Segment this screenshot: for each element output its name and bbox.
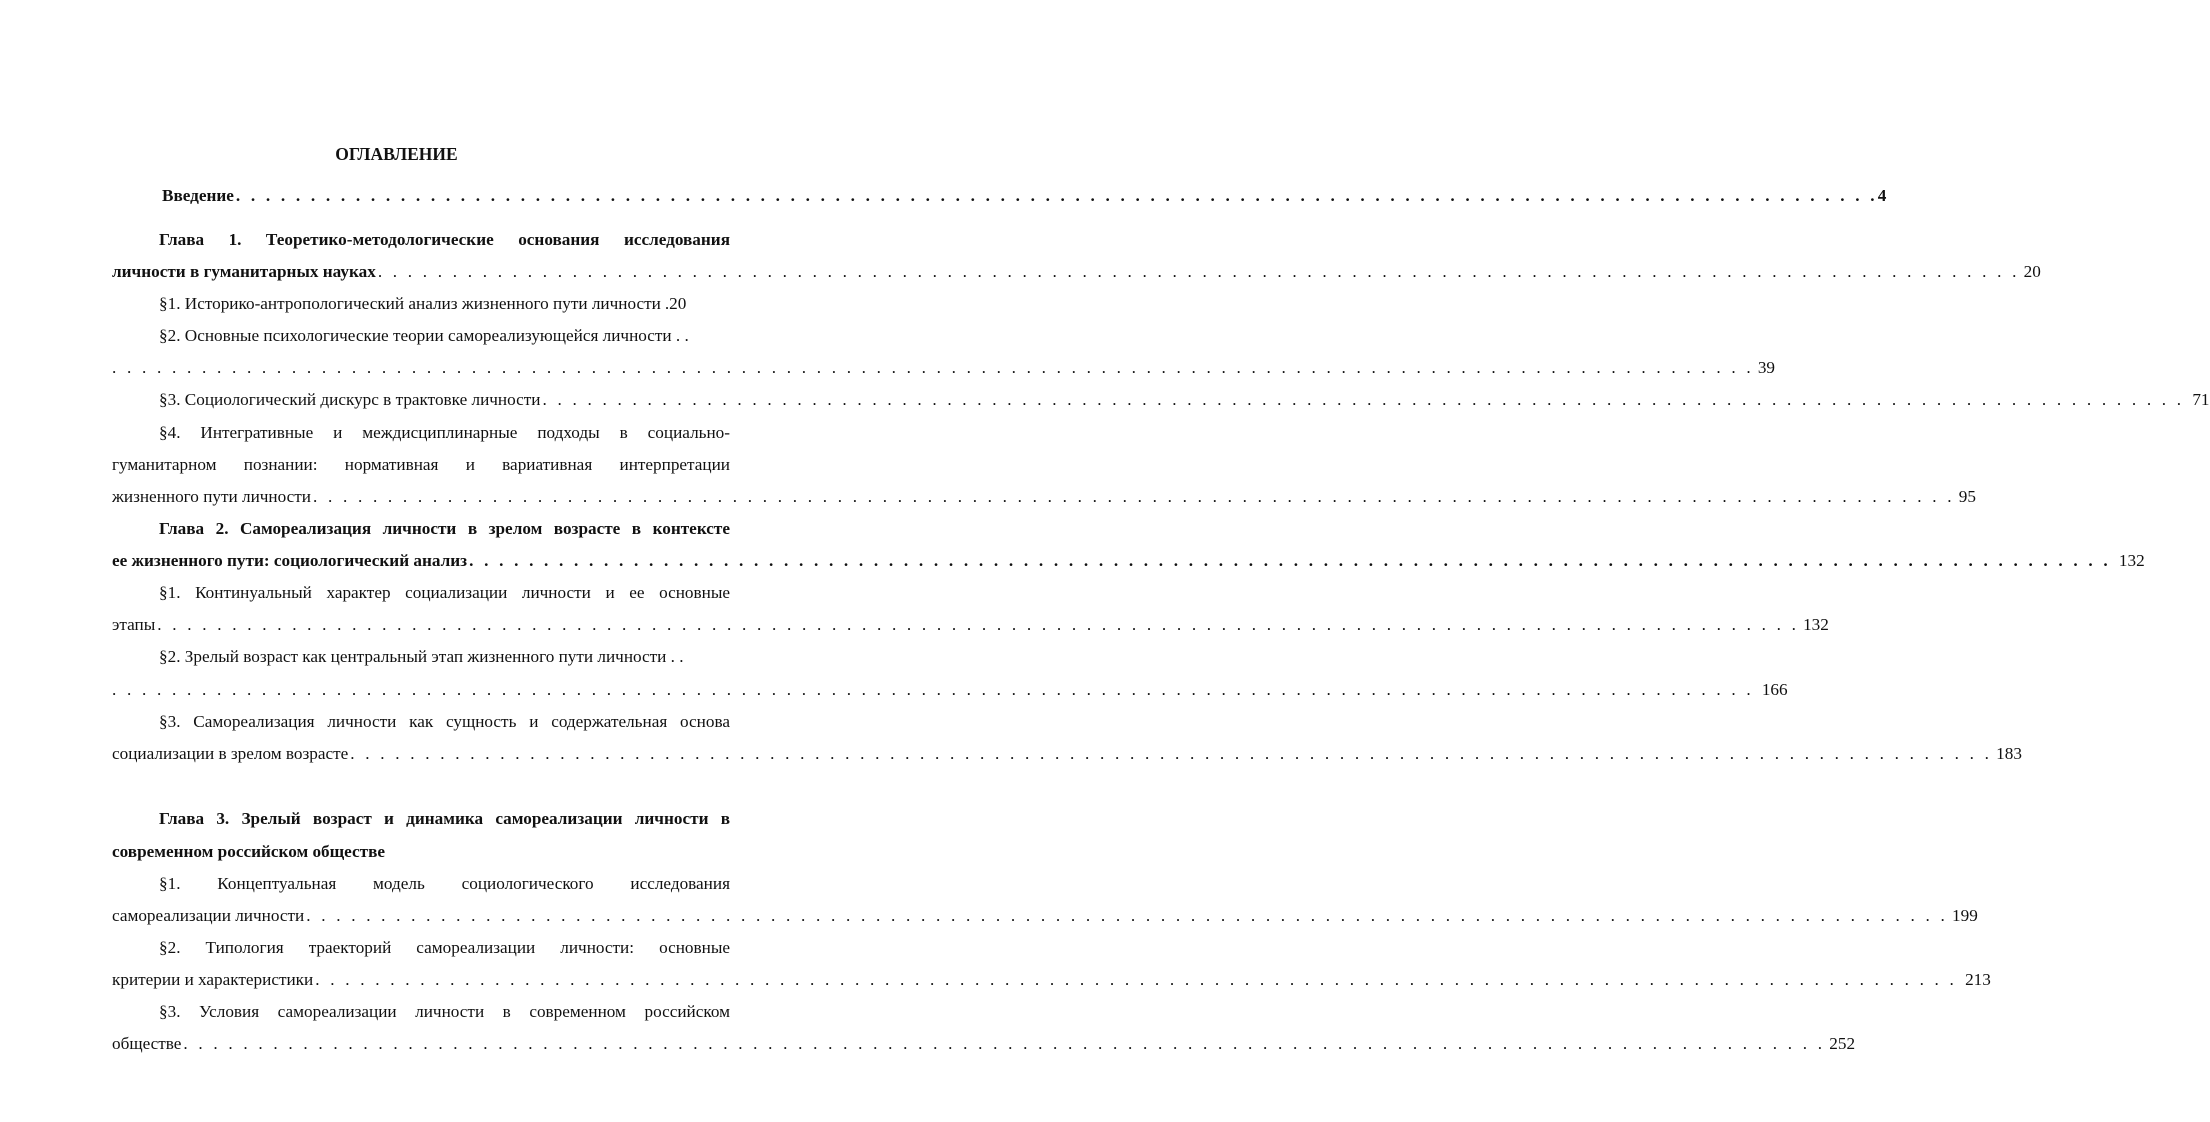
toc-page-number: 20	[2023, 262, 2041, 281]
toc-label: §1. Историко-антропологический анализ жизненного пути личности	[159, 294, 661, 313]
toc-chapter-2-line-1: Глава 2. Самореализация личности в зрелом возрасте в контексте	[159, 519, 730, 538]
toc-leader: . . . . . . . . . . . . . . . . . . . . . . . . . . . . . . . . . . . . . . . . . . . . . . . . . . . . . . . . . . . . . . . . . . . . . . . . . . . . . . . . . . . . . . . . . . . . . . . . . . . . . . . . . . . . . .	[312, 487, 1955, 506]
toc-leader: . . . . . . . . . . . . . . . . . . . . . . . . . . . . . . . . . . . . . . . . . . . . . . . . . . . . . . . . . . . . . . . . . . . . . . . . . . . . . . . . . . . . . . . . . . . . . . . . . . . . . . . . . . . . . .	[235, 186, 1878, 205]
toc-page-number: 71	[2192, 390, 2210, 409]
toc-leader: . . . . . . . . . . . . . . . . . . . . . . . . . . . . . . . . . . . . . . . . . . . . . . . . . . . . . . . . . . . . . . . . . . . . . . . . . . . . . . . . . . . . . . . . . . . . . . . . . . . . . . . . . . . . . .	[183, 1034, 1826, 1053]
toc-page-number: 213	[1965, 970, 1991, 989]
toc-section-1-4-line-3	[112, 485, 1976, 509]
toc-section-1-1	[159, 292, 730, 316]
toc-chapter-3-line-2: современном российском обществе	[112, 842, 385, 861]
toc-label: ее жизненного пути: социологический анализ	[112, 551, 468, 570]
toc-chapter-1-line-1: Глава 1. Теоретико-методологические основания исследования	[159, 230, 730, 249]
toc-section-1-2-line-2	[112, 356, 1776, 380]
toc-leader: . . . . . . . . . . . . . . . . . . . . . . . . . . . . . . . . . . . . . . . . . . . . . . . . . . . . . . . . . . . . . . . . . . . . . . . . . . . . . . . . . . . . . . . . . . . . . . . . . . . . . . . . . . . . . .	[315, 970, 1958, 989]
toc-label: критерии и характеристики	[112, 970, 314, 989]
toc-page-number: 252	[1829, 1034, 1856, 1053]
toc-label: личности в гуманитарных науках	[112, 262, 376, 281]
toc-label: жизненного пути личности	[112, 487, 311, 506]
toc-leader: . . . . . . . . . . . . . . . . . . . . . . . . . . . . . . . . . . . . . . . . . . . . . . . . . . . . . . . . . . . . . . . . . . . . . . . . . . . . . . . . . . . . . . . . . . . . . . . . . . . . . . . . . . . . . .	[112, 680, 1754, 699]
toc-section-2-2-line-2	[112, 678, 1788, 702]
toc-section-2-3-line-2	[112, 742, 2022, 766]
toc-section-1-3	[159, 388, 2210, 412]
toc-section-3-2-line-2	[112, 968, 1991, 992]
toc-chapter-2-line-2	[112, 549, 2145, 573]
toc-chapter-3-line-1: Глава 3. Зрелый возраст и динамика самореализации личности в	[159, 809, 730, 828]
toc-section-3-3-line-2	[112, 1032, 1856, 1056]
toc-label: этапы	[112, 615, 156, 634]
toc-page-number: 183	[1996, 744, 2022, 763]
toc-leader: . . . . . . . . . . . . . . . . . . . . . . . . . . . . . . . . . . . . . . . . . . . . . . . . . . . . . . . . . . . . . . . . . . . . . . . . . . . . . . . . . . . . . . . . . . . . . . . . . . . . . . . . . . . . . .	[377, 262, 2020, 281]
toc-section-3-3-line-1: §3. Условия самореализации личности в современном российском	[159, 1002, 730, 1021]
toc-label: §3. Социологический дискурс в трактовке личности	[159, 390, 541, 409]
toc-leader: . . . . . . . . . . . . . . . . . . . . . . . . . . . . . . . . . . . . . . . . . . . . . . . . . . . . . . . . . . . . . . . . . . . . . . . . . . . . . . . . . . . . . . . . . . . . . . . . . . . . . . . . . . . . . .	[542, 390, 2185, 409]
toc-section-3-1-line-2	[112, 904, 1978, 928]
toc-label: Введение	[162, 186, 234, 205]
toc-section-2-3-line-1: §3. Самореализация личности как сущность и содержательная основа	[159, 712, 730, 731]
toc-label: социализации в зрелом возрасте	[112, 744, 349, 763]
toc-page-number: 95	[1958, 487, 1976, 506]
toc-section-1-4-line-2: гуманитарном познании: нормативная и вариативная интерпретации	[112, 455, 730, 474]
toc-page-number: .20	[664, 294, 687, 313]
toc-section-2-1-line-1: §1. Континуальный характер социализации личности и ее основные	[159, 583, 730, 602]
toc-leader: . . . . . . . . . . . . . . . . . . . . . . . . . . . . . . . . . . . . . . . . . . . . . . . . . . . . . . . . . . . . . . . . . . . . . . . . . . . . . . . . . . . . . . . . . . . . . . . . . . . . . . . . . . . . . .	[306, 906, 1949, 925]
toc-page-number: 166	[1761, 680, 1788, 699]
toc-leader: . . . . . . . . . . . . . . . . . . . . . . . . . . . . . . . . . . . . . . . . . . . . . . . . . . . . . . . . . . . . . . . . . . . . . . . . . . . . . . . . . . . . . . . . . . . . . . . . . . . . . . . . . . . . . .	[112, 358, 1754, 377]
toc-leader: . . . . . . . . . . . . . . . . . . . . . . . . . . . . . . . . . . . . . . . . . . . . . . . . . . . . . . . . . . . . . . . . . . . . . . . . . . . . . . . . . . . . . . . . . . . . . . . . . . . . . . . . . . . . . .	[350, 744, 1993, 763]
toc-leader: . . . . . . . . . . . . . . . . . . . . . . . . . . . . . . . . . . . . . . . . . . . . . . . . . . . . . . . . . . . . . . . . . . . . . . . . . . . . . . . . . . . . . . . . . . . . . . . . . . . . . . . . . . . . . .	[469, 551, 2111, 570]
toc-section-3-2-line-1: §2. Типология траекторий самореализации личности: основные	[159, 938, 730, 957]
page-title: ОГЛАВЛЕНИЕ	[335, 144, 458, 164]
toc-section-1-2-line-1: §2. Основные психологические теории самореализующейся личности . .	[159, 326, 689, 345]
toc-page-number: 132	[1803, 615, 1829, 634]
toc-entry-intro	[162, 184, 1887, 208]
toc-leader: . . . . . . . . . . . . . . . . . . . . . . . . . . . . . . . . . . . . . . . . . . . . . . . . . . . . . . . . . . . . . . . . . . . . . . . . . . . . . . . . . . . . . . . . . . . . . . . . . . . . . . . . . . . . . .	[157, 615, 1800, 634]
toc-page-number: 199	[1952, 906, 1978, 925]
toc-section-2-2-line-1: §2. Зрелый возраст как центральный этап жизненного пути личности . .	[159, 647, 684, 666]
toc-page-number: 4	[1877, 186, 1887, 205]
toc-chapter-1-line-2	[112, 260, 2041, 284]
toc-page-number: 132	[2118, 551, 2145, 570]
toc-label: обществе	[112, 1034, 182, 1053]
toc-section-2-1-line-2	[112, 613, 1829, 637]
toc-section-1-4-line-1: §4. Интегративные и междисциплинарные подходы в социально-	[159, 423, 730, 442]
toc-section-3-1-line-1: §1. Концептуальная модель социологического исследования	[159, 874, 730, 893]
toc-label: самореализации личности	[112, 906, 305, 925]
toc-page-number: 39	[1757, 358, 1776, 377]
